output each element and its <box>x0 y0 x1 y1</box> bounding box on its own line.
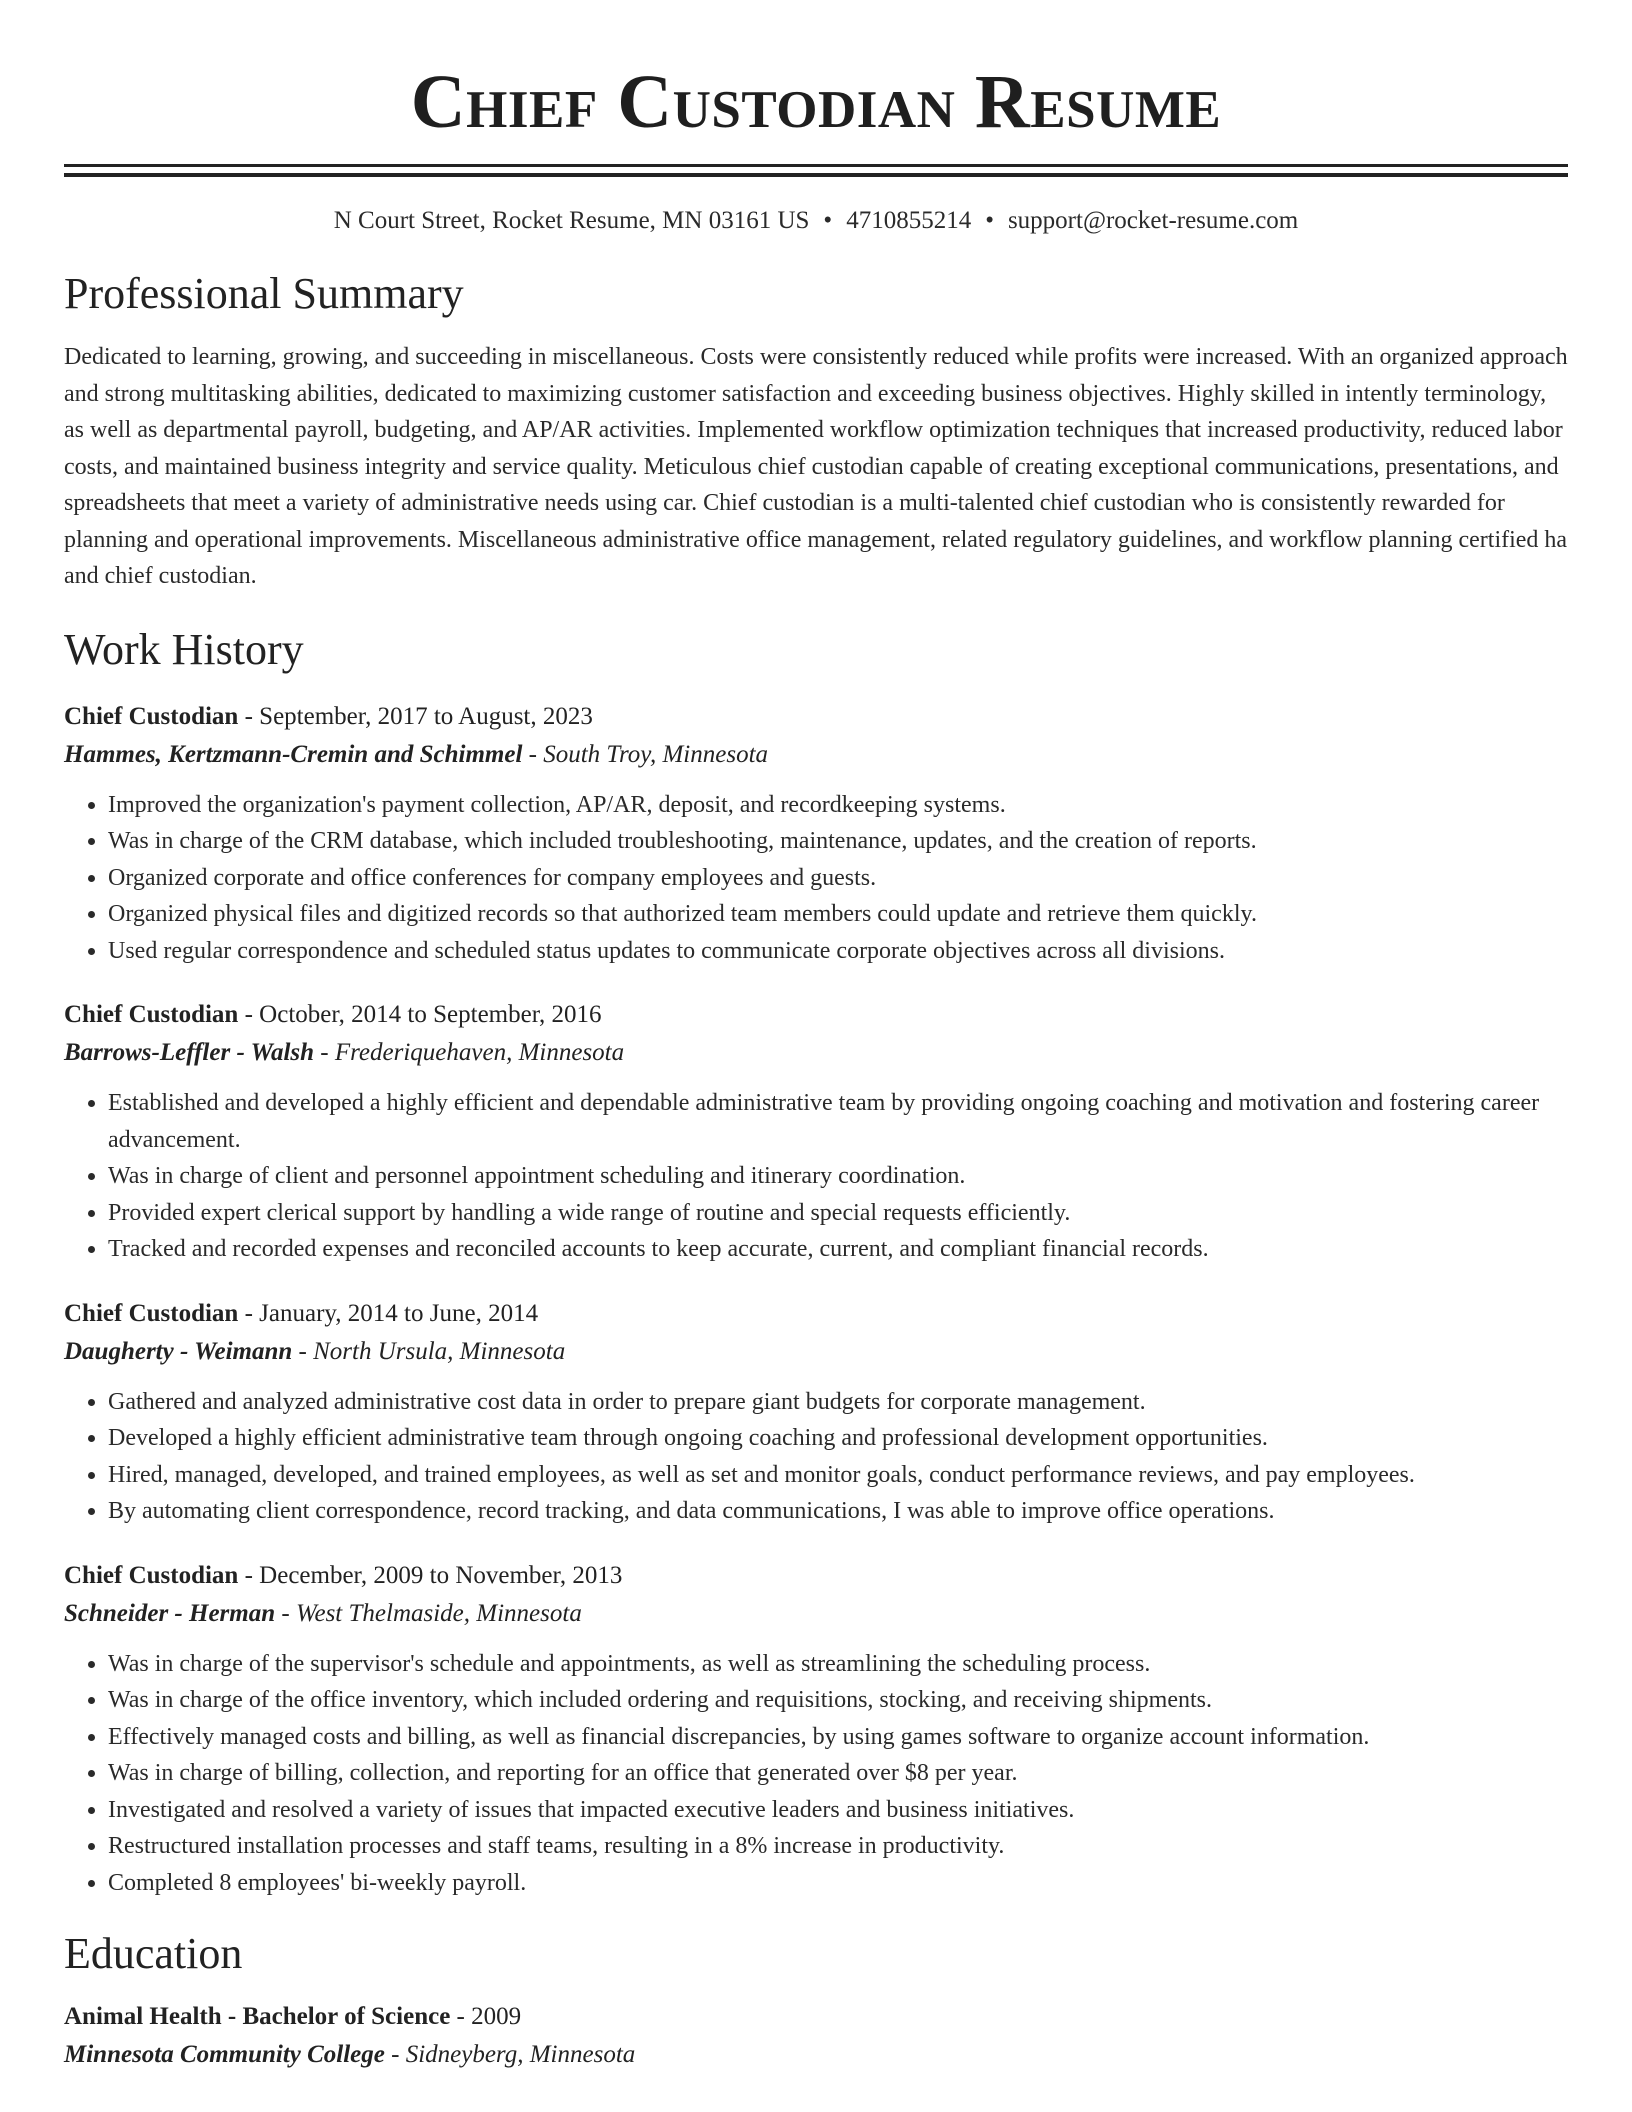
contact-email: support@rocket-resume.com <box>1007 207 1299 234</box>
job-company-line <box>64 1033 1568 1073</box>
job-role: Chief Custodian <box>64 1561 239 1589</box>
job-company-line <box>64 1594 1568 1634</box>
job-bullet: • Was in charge of the office inventory, which included ordering and requisitions, stocking, and receiving shipments. <box>108 1682 1568 1719</box>
summary-text: Dedicated to learning, growing, and succeeding in miscellaneous. Costs were consistently reduced while profits were increased. With an organized approach and strong multitasking abilities, dedicated to maximizing customer satisfaction and exceeding business objectives. Highly skilled in intently terminology, as well as departmental payroll, budgeting, and AP/AR activities. Implemented workflow optimization techniques that increased productivity, reduced labor costs, and maintained business integrity and service quality. Meticulous chief custodian capable of creating exceptional communications, presentations, and spreadsheets that meet a variety of administrative needs using car. Chief custodian is a multi-talented chief custodian who is consistently rewarded for planning and operational improvements. Miscellaneous administrative office management, related regulatory guidelines, and workflow planning certified ha and chief custodian. <box>64 344 1568 589</box>
contact-separator: • <box>985 207 994 234</box>
job-bullet: • Was in charge of client and personnel appointment scheduling and itinerary coordination. <box>108 1158 1568 1195</box>
contact-phone: 4710855214 <box>846 207 972 234</box>
job-bullet: • Gathered and analyzed administrative cost data in order to prepare giant budgets for corporate management. <box>108 1384 1568 1421</box>
job-dates: - December, 2009 to November, 2013 <box>238 1561 623 1589</box>
summary-heading: Professional Summary <box>64 269 464 318</box>
job-bullet: • Effectively managed costs and billing, as well as financial discrepancies, by using games software to organize account information. <box>108 1719 1568 1756</box>
job-bullet: • Was in charge of billing, collection, and reporting for an office that generated over $8 per year. <box>108 1755 1568 1792</box>
job-dates: - January, 2014 to June, 2014 <box>238 1299 539 1327</box>
job-dates: - October, 2014 to September, 2016 <box>238 1001 602 1028</box>
job-company: Barrows-Leffler - Walsh <box>64 1039 315 1066</box>
job-location: - Frederiquehaven, Minnesota <box>314 1039 625 1066</box>
job-title-line <box>64 1296 1568 1332</box>
job-role: Chief Custodian <box>64 702 239 730</box>
job-bullet: • Hired, managed, developed, and trained employees, as well as set and monitor goals, conduct performance reviews, and pay employees. <box>108 1457 1568 1494</box>
work-history-list <box>64 699 1568 1902</box>
job-role: Chief Custodian <box>64 1001 239 1028</box>
job-entry <box>64 1296 1568 1530</box>
job-bullet: • Investigated and resolved a variety of issues that impacted executive leaders and business initiatives. <box>108 1792 1568 1829</box>
job-location: - North Ursula, Minnesota <box>292 1337 566 1365</box>
job-bullets <box>64 1085 1568 1268</box>
contact-separator: • <box>823 207 833 234</box>
education-degree-line <box>64 1999 1568 2035</box>
job-bullet: • Established and developed a highly efficient and dependable administrative team by providing ongoing coaching and motivation and fostering career advancement. <box>108 1085 1568 1158</box>
job-entry <box>64 1558 1568 1902</box>
job-bullet: • Completed 8 employees' bi-weekly payroll. <box>108 1865 1568 1902</box>
job-bullet: • Organized corporate and office conferences for company employees and guests. <box>108 860 1568 897</box>
job-role: Chief Custodian <box>64 1299 239 1327</box>
job-bullet: • Provided expert clerical support by handling a wide range of routine and special requests efficiently. <box>108 1195 1568 1232</box>
job-bullets <box>64 1384 1568 1530</box>
job-title-line <box>64 1558 1568 1594</box>
job-bullet: • Developed a highly efficient administrative team through ongoing coaching and professional development opportunities. <box>108 1420 1568 1457</box>
job-company-line <box>64 735 1568 775</box>
job-company: Hammes, Kertzmann-Cremin and Schimmel <box>64 740 523 768</box>
job-bullet: • Used regular correspondence and scheduled status updates to communicate corporate objectives across all divisions. <box>108 933 1568 970</box>
job-entry <box>64 997 1568 1268</box>
job-bullets <box>64 787 1568 970</box>
job-entry <box>64 699 1568 970</box>
job-bullets <box>64 1646 1568 1902</box>
education-year: - 2009 <box>450 2003 522 2030</box>
job-bullet: • Improved the organization's payment collection, AP/AR, deposit, and recordkeeping systems. <box>108 787 1568 824</box>
education-location: - Sidneyberg, Minnesota <box>384 2041 636 2068</box>
education-school-line <box>64 2035 1568 2075</box>
contact-line <box>64 205 1568 237</box>
job-location: - South Troy, Minnesota <box>522 740 769 768</box>
resume-title: Chief Custodian Resume <box>410 60 1222 144</box>
job-bullet: • Organized physical files and digitized records so that authorized team members could update and retrieve them quickly. <box>108 896 1568 933</box>
job-bullet: • Was in charge of the supervisor's schedule and appointments, as well as streamlining the scheduling process. <box>108 1646 1568 1683</box>
education-entry <box>64 1999 1568 2075</box>
education-degree: Animal Health - Bachelor of Science <box>64 2003 451 2030</box>
job-title-line <box>64 699 1568 735</box>
education-heading: Education <box>64 1929 243 1978</box>
contact-address: N Court Street, Rocket Resume, MN 03161 US <box>333 207 810 234</box>
work-history-heading: Work History <box>64 624 304 674</box>
education-school: Minnesota Community College <box>64 2041 385 2068</box>
job-bullet: • By automating client correspondence, record tracking, and data communications, I was able to improve office operations. <box>108 1493 1568 1530</box>
job-dates: - September, 2017 to August, 2023 <box>238 702 593 730</box>
job-company: Schneider - Herman <box>64 1599 276 1627</box>
resume-page <box>64 0 1568 2075</box>
job-title-line <box>64 997 1568 1033</box>
job-company-line <box>64 1332 1568 1372</box>
job-bullet: • Was in charge of the CRM database, which included troubleshooting, maintenance, updates, and the creation of reports. <box>108 823 1568 860</box>
job-bullet: • Tracked and recorded expenses and reconciled accounts to keep accurate, current, and compliant financial records. <box>108 1231 1568 1268</box>
job-location: - West Thelmaside, Minnesota <box>275 1599 582 1627</box>
title-divider <box>64 164 1568 177</box>
job-company: Daugherty - Weimann <box>64 1337 293 1365</box>
job-bullet: • Restructured installation processes and staff teams, resulting in a 8% increase in productivity. <box>108 1828 1568 1865</box>
